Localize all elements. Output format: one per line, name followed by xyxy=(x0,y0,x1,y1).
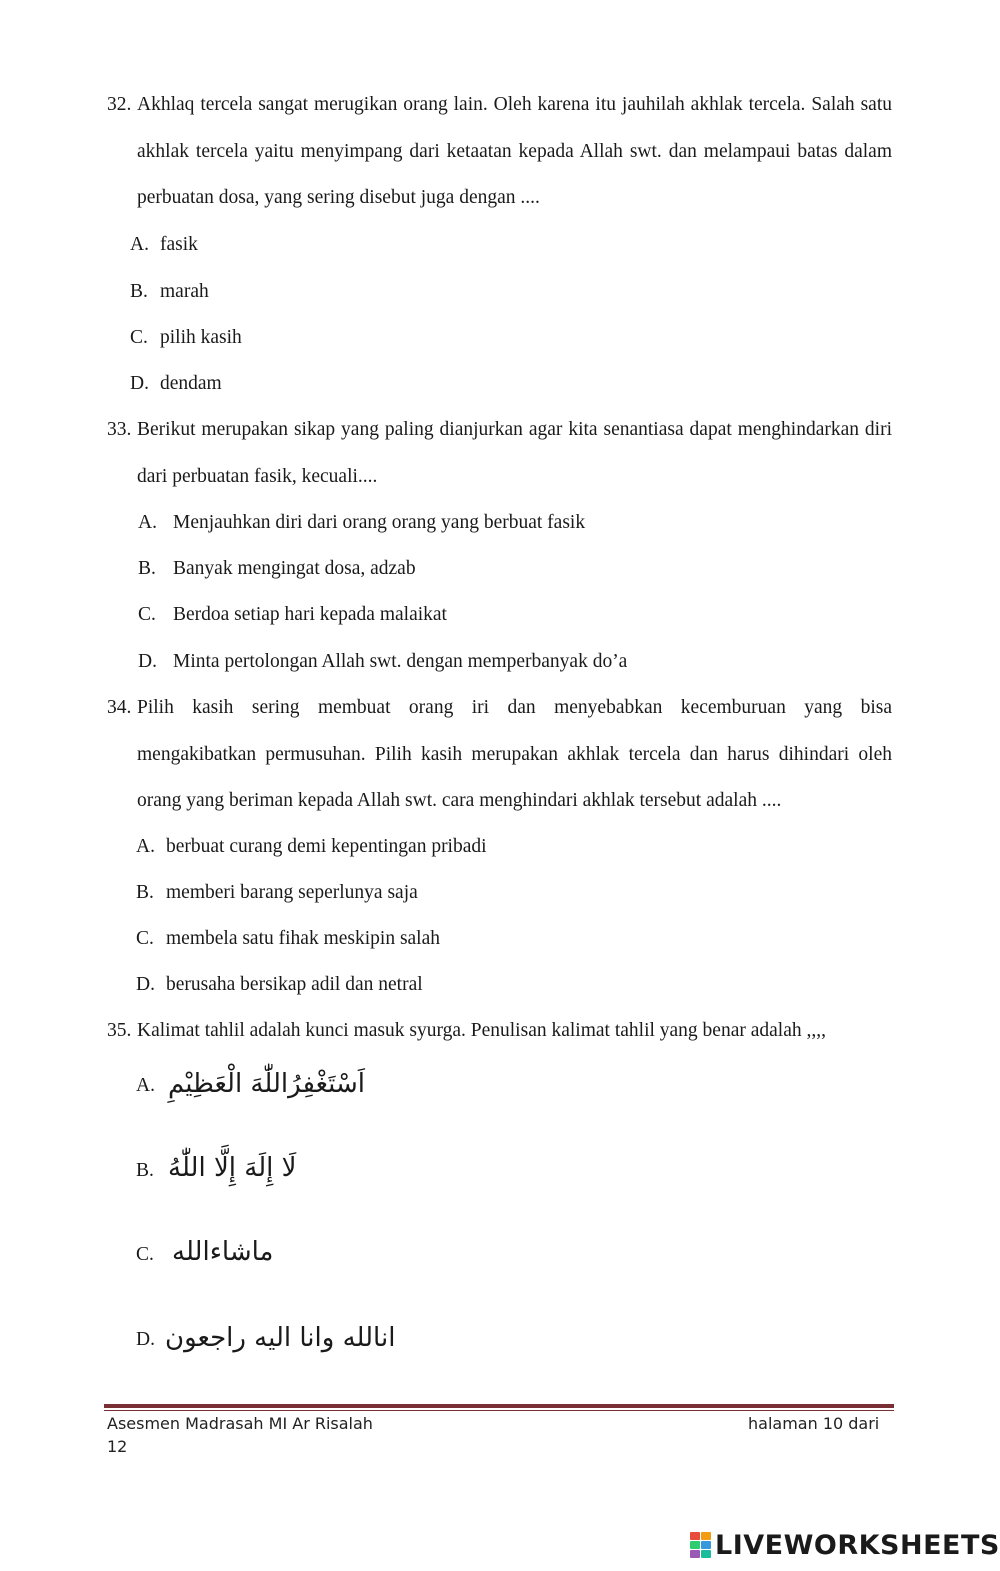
option-34-a xyxy=(136,832,487,862)
question-number: 32. xyxy=(107,94,132,115)
option-35-b-arabic: لَا إِلَهَ إِلَّا اللّٰهُ xyxy=(168,1153,297,1183)
question-stem: Berikut merupakan sikap yang paling dianjurkan agar kita senantiasa dapat menghindarkan diri dari perbuatan fasik, kecuali.... xyxy=(137,419,892,487)
question-number: 35. xyxy=(107,1020,132,1041)
option-text: marah xyxy=(160,281,209,302)
question-32 xyxy=(107,82,892,222)
option-32-c xyxy=(130,323,242,353)
option-text: berbuat curang demi kepentingan pribadi xyxy=(166,836,487,857)
option-32-d xyxy=(130,369,222,399)
option-label: C. xyxy=(138,604,156,625)
option-35-d-label: D. xyxy=(136,1329,155,1350)
option-32-b xyxy=(130,277,209,307)
option-35-b-label: B. xyxy=(136,1160,154,1181)
footer-page-total: 12 xyxy=(107,1437,128,1456)
liveworksheets-logo xyxy=(690,1525,1000,1565)
option-text: dendam xyxy=(160,373,222,394)
option-label: B. xyxy=(138,558,156,579)
option-text: Berdoa setiap hari kepada malaikat xyxy=(173,604,447,625)
option-35-a-label: A. xyxy=(136,1075,155,1096)
question-34 xyxy=(107,685,892,825)
option-label: D. xyxy=(130,373,149,394)
footer-left: Asesmen Madrasah MI Ar Risalah xyxy=(107,1414,373,1433)
question-35 xyxy=(107,1008,892,1055)
option-label: B. xyxy=(136,882,154,903)
option-35-c-label: C. xyxy=(136,1244,154,1265)
question-stem: Kalimat tahlil adalah kunci masuk syurga. Penulisan kalimat tahlil yang benar adalah ,,,, xyxy=(137,1020,826,1041)
question-number: 34. xyxy=(107,697,132,718)
question-number: 33. xyxy=(107,419,132,440)
question-33 xyxy=(107,407,892,500)
option-33-a xyxy=(138,508,585,538)
option-text: Menjauhkan diri dari orang orang yang berbuat fasik xyxy=(173,512,586,533)
option-label: C. xyxy=(130,327,148,348)
option-label: A. xyxy=(130,234,149,255)
option-34-d xyxy=(136,970,423,1000)
footer-rule-thin xyxy=(104,1410,894,1411)
footer-rule-thick xyxy=(104,1404,894,1408)
option-text: Minta pertolongan Allah swt. dengan memperbanyak do’a xyxy=(173,651,628,672)
logo-icon xyxy=(690,1532,711,1558)
option-text: memberi barang seperlunya saja xyxy=(166,882,418,903)
option-text: fasik xyxy=(160,234,198,255)
question-stem: Akhlaq tercela sangat merugikan orang lain. Oleh karena itu jauhilah akhlak tercela. Salah satu akhlak tercela yaitu menyimpang dari ketaatan kepada Allah swt. dan melampaui batas dalam perbuatan dosa, yang sering disebut juga dengan .... xyxy=(137,94,892,208)
option-35-a-arabic: اَسْتَغْفِرُاللّٰهَ الْعَظِيْمِ xyxy=(168,1069,366,1099)
footer-page-number: halaman 10 dari xyxy=(748,1414,880,1433)
option-label: A. xyxy=(136,836,155,857)
option-label: C. xyxy=(136,928,154,949)
option-33-c xyxy=(138,600,447,630)
logo-text: LIVEWORKSHEETS xyxy=(715,1529,1000,1561)
question-stem: mengakibatkan permusuhan. Pilih kasih merupakan akhlak tercela dan harus dihindari oleh orang yang beriman kepada Allah swt. cara menghindari akhlak tersebut adalah .... xyxy=(137,743,892,811)
option-35-c-arabic: ماشاءالله xyxy=(172,1237,274,1267)
question-stem-line-1: Pilih kasih sering membuat orang iri dan menyebabkan kecemburuan yang bisa xyxy=(137,697,892,718)
option-text: pilih kasih xyxy=(160,327,242,348)
option-34-c xyxy=(136,924,440,954)
option-33-b xyxy=(138,554,416,584)
option-text: berusaha bersikap adil dan netral xyxy=(166,974,423,995)
option-35-d-arabic: انالله وانا اليه راجعون xyxy=(165,1323,396,1353)
option-text: Banyak mengingat dosa, adzab xyxy=(173,558,416,579)
option-label: D. xyxy=(138,651,157,672)
option-label: A. xyxy=(138,512,157,533)
option-33-d xyxy=(138,647,627,677)
option-34-b xyxy=(136,878,418,908)
option-text: membela satu fihak meskipin salah xyxy=(166,928,441,949)
option-label: D. xyxy=(136,974,155,995)
option-label: B. xyxy=(130,281,148,302)
option-32-a xyxy=(130,230,198,260)
